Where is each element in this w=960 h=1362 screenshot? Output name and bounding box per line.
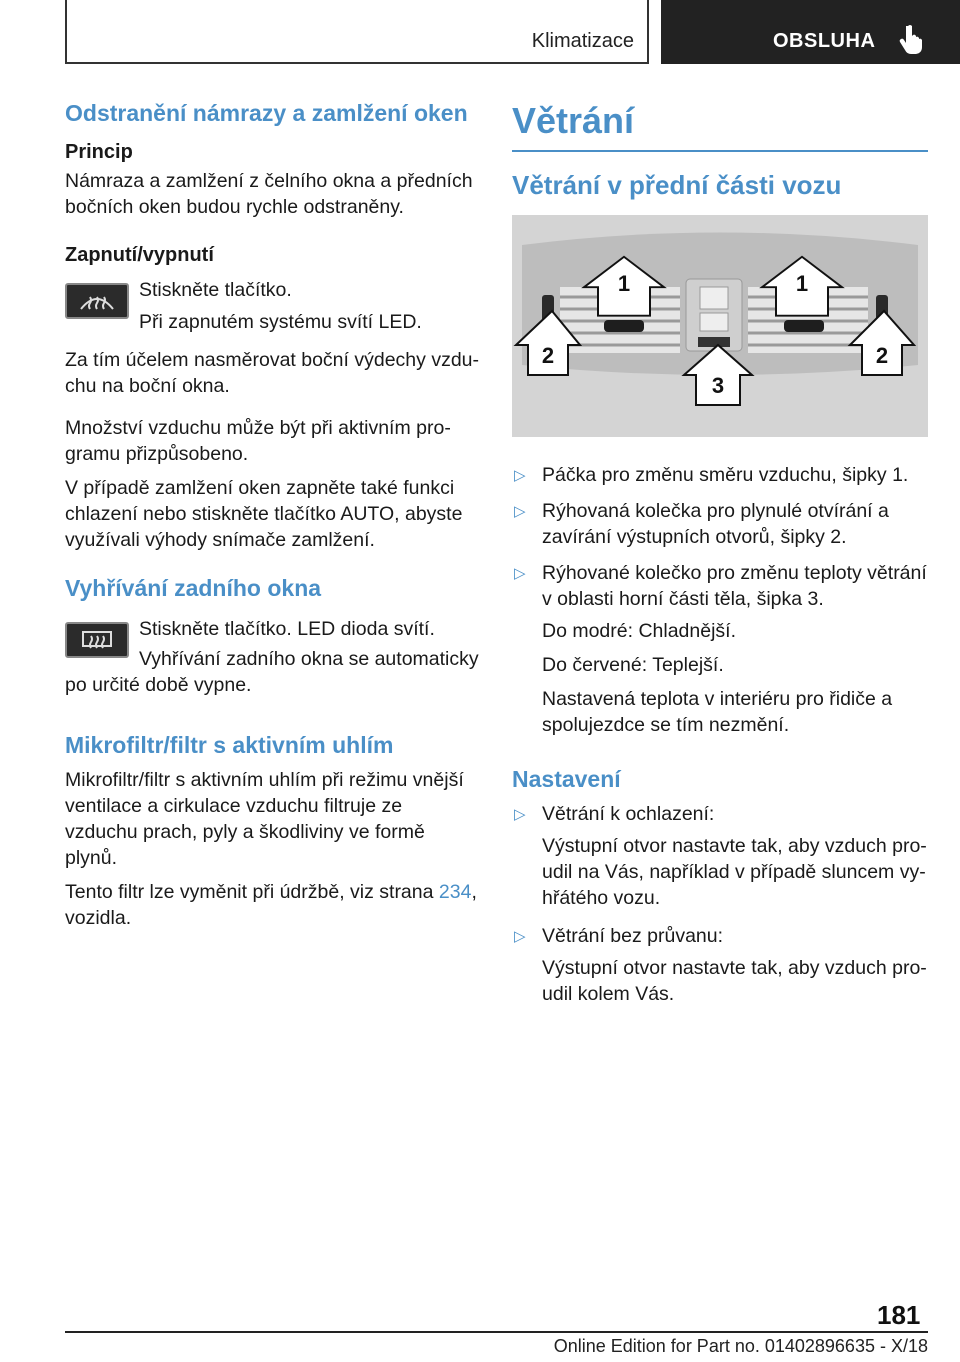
list-item: ▷ Rýhované kolečko pro změnu teploty větrání v oblasti horní části těla, šipka 3. xyxy=(514,562,927,610)
list-item: ▷ Páčka pro změnu směru vzduchu, šipky 1. xyxy=(512,462,928,488)
rear-defrost-button-row xyxy=(65,616,480,676)
defrost-paragraph-3: V případě zamlžení oken zapněte také funkci chlazení nebo stiskněte tlačítko AUTO, abyste využívali výhody snímače zamlžení. xyxy=(65,477,463,551)
heading-princip: Princip xyxy=(65,141,133,163)
vent-controls-list xyxy=(512,462,928,612)
header-section-title: Klimatizace xyxy=(531,30,634,52)
heading-defrost: Odstranění námrazy a zamlžení oken xyxy=(65,100,468,126)
settings-list xyxy=(512,801,928,827)
onoff-line-2: Při zapnutém systému svítí LED. xyxy=(139,311,422,333)
rear-window-defrost-icon xyxy=(65,622,129,658)
heading-filter: Mikrofiltr/filtr s aktivním uhlím xyxy=(65,732,394,758)
red-text: Do červené: Teplejší. xyxy=(542,654,724,676)
windshield-defrost-icon xyxy=(65,283,129,319)
rear-line-1: Stiskněte tlačítko. LED dioda svítí. xyxy=(139,618,435,640)
page-header xyxy=(0,0,960,66)
defrost-paragraph-1: Za tím účelem nasměrovat boční výdechy vzduchu na boční okna. xyxy=(65,349,480,397)
list-item: ▷ Rýhovaná kolečka pro plynulé otvírání a zavírání výstupních otvorů, šipky 2. xyxy=(514,500,889,548)
photo-label-1a: 1 xyxy=(617,271,631,296)
photo-label-2b: 2 xyxy=(875,343,889,368)
heading-onoff: Zapnutí/vypnutí xyxy=(65,244,214,266)
heading-front-ventilation: Větrání v přední části vozu xyxy=(512,170,842,200)
rear-line-2: Vyhřívání zadního okna se automaticky po určité době vypne. xyxy=(65,648,479,696)
blue-text: Do modré: Chladnější. xyxy=(542,620,737,642)
photo-label-3: 3 xyxy=(711,373,725,398)
heading-ventilation: Větrání xyxy=(512,100,928,152)
defrost-button-row xyxy=(65,277,480,341)
footer-edition: Online Edition for Part no. 01402896635 - X/18 xyxy=(553,1336,928,1356)
filter-paragraph-1: Mikrofiltr/filtr s aktivním uhlím při režimu vnější ventilace a cirkulace vzduchu filtruje ze vzduchu prach, pyly a škodliviny ve formě plynů. xyxy=(65,769,464,869)
photo-label-2a: 2 xyxy=(541,343,555,368)
footer-divider xyxy=(65,1331,928,1333)
defrost-paragraph-2: Množství vzduchu může být při aktivním programu přizpůsobeno. xyxy=(65,417,451,465)
pointing-hand-icon xyxy=(899,24,925,54)
heading-rear-window: Vyhřívání zadního okna xyxy=(65,575,322,601)
right-column xyxy=(512,100,928,1015)
settings-list-2 xyxy=(512,923,928,949)
heading-settings: Nastavení xyxy=(512,766,621,792)
onoff-line-1: Stiskněte tlačítko. xyxy=(139,279,292,301)
vent-photo xyxy=(512,215,928,437)
temp-note: Nastavená teplota v interiéru pro řidiče a spolujezdce se tím nezmění. xyxy=(542,688,893,736)
page-number: 181 xyxy=(877,1300,921,1330)
princip-text: Námraza a zamlžení z čelního okna a předních bočních oken budou rychle odstraněny. xyxy=(65,170,473,218)
settings-2-text: Výstupní otvor nastavte tak, aby vzduch proudil kolem Vás. xyxy=(542,957,927,1005)
filter-paragraph-2: Tento filtr lze vyměnit při údržbě, viz strana 234, vozidla. xyxy=(65,881,477,929)
list-item: ▷ Větrání k ochlazení: xyxy=(512,801,928,827)
list-item: ▷ Větrání bez průvanu: xyxy=(512,923,928,949)
photo-label-1b: 1 xyxy=(795,271,809,296)
page-reference-link[interactable]: 234 xyxy=(438,881,472,903)
header-chapter-tab xyxy=(661,0,960,64)
settings-1-text: Výstupní otvor nastavte tak, aby vzduch proudil na Vás, například v případě sluncem vyhřátého vozu. xyxy=(542,835,927,909)
left-column xyxy=(65,100,480,939)
triangle-bullet-icon: ▷ xyxy=(514,928,526,945)
header-chapter-label: OBSLUHA xyxy=(773,30,876,52)
triangle-bullet-icon: ▷ xyxy=(514,565,526,582)
triangle-bullet-icon: ▷ xyxy=(514,806,526,823)
triangle-bullet-icon: ▷ xyxy=(514,503,526,520)
triangle-bullet-icon: ▷ xyxy=(514,467,526,484)
